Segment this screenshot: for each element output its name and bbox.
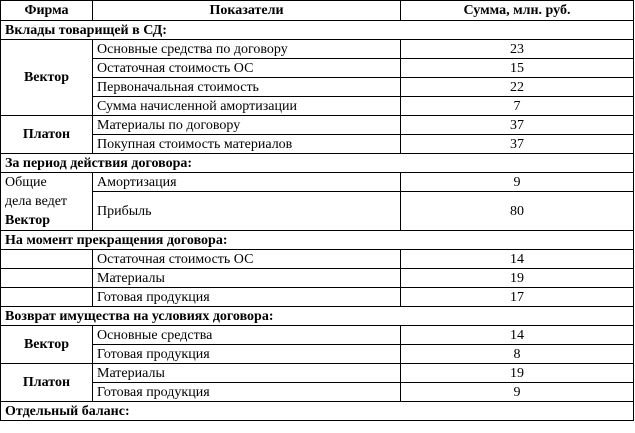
table-row [1,173,634,192]
firm-cell: Платон [1,116,93,154]
header-sum: Сумма, млн. руб. [401,1,634,21]
sum-cell: 23 [401,40,634,59]
table-row [1,135,634,154]
section-title: За период действия договора: [1,154,634,173]
section-row [1,231,634,250]
table-row [1,383,634,402]
table-row [1,326,634,345]
header-firm: Фирма [1,1,93,21]
firm-cell: Вектор [1,326,93,364]
indicator-cell: Основные средства [93,326,401,345]
sum-cell: 19 [401,269,634,288]
table-row [1,364,634,383]
sum-cell: 19 [401,364,634,383]
indicator-cell: Готовая продукция [93,383,401,402]
firm-general-line1: Общие [5,175,47,190]
firm-cell-general [1,173,93,231]
indicator-cell: Основные средства по договору [93,40,401,59]
table-row [1,78,634,97]
indicator-cell: Сумма начисленной амортизации [93,97,401,116]
section-row [1,154,634,173]
section-title: На момент прекращения договора: [1,231,634,250]
indicator-cell: Остаточная стоимость ОС [93,59,401,78]
indicator-cell: Готовая продукция [93,288,401,307]
sum-cell: 37 [401,135,634,154]
firm-cell-empty [1,250,93,269]
sum-cell: 22 [401,78,634,97]
firm-cell: Вектор [1,40,93,116]
indicator-cell: Покупная стоимость материалов [93,135,401,154]
table-row [1,40,634,59]
section-title: Отдельный баланс: [1,402,634,421]
firm-cell-empty [1,269,93,288]
section-row [1,21,634,40]
firm-cell-empty [1,288,93,307]
indicator-cell: Материалы [93,269,401,288]
sum-cell: 15 [401,59,634,78]
header-row [1,1,634,21]
table-row [1,59,634,78]
sum-cell: 80 [401,192,634,231]
indicator-cell: Остаточная стоимость ОС [93,250,401,269]
sum-cell: 9 [401,173,634,192]
section-row [1,402,634,421]
firm-cell: Платон [1,364,93,402]
indicator-cell: Амортизация [93,173,401,192]
header-indicators: Показатели [93,1,401,21]
sum-cell: 9 [401,383,634,402]
indicator-cell: Материалы по договору [93,116,401,135]
sum-cell: 37 [401,116,634,135]
indicator-cell: Первоначальная стоимость [93,78,401,97]
sum-cell: 14 [401,250,634,269]
table-row [1,250,634,269]
section-title: Возврат имущества на условиях договора: [1,307,634,326]
table-row [1,116,634,135]
table-row [1,288,634,307]
table-row [1,97,634,116]
sum-cell: 17 [401,288,634,307]
table-row [1,192,634,231]
section-row [1,307,634,326]
indicator-cell: Материалы [93,364,401,383]
sum-cell: 8 [401,345,634,364]
table-row [1,269,634,288]
section-title: Вклады товарищей в СД: [1,21,634,40]
table-row [1,345,634,364]
sum-cell: 14 [401,326,634,345]
firm-general-line3: Вектор [5,213,51,228]
firm-general-line2: дела ведет [5,194,68,209]
sum-cell: 7 [401,97,634,116]
indicator-cell: Прибыль [93,192,401,231]
indicator-cell: Готовая продукция [93,345,401,364]
